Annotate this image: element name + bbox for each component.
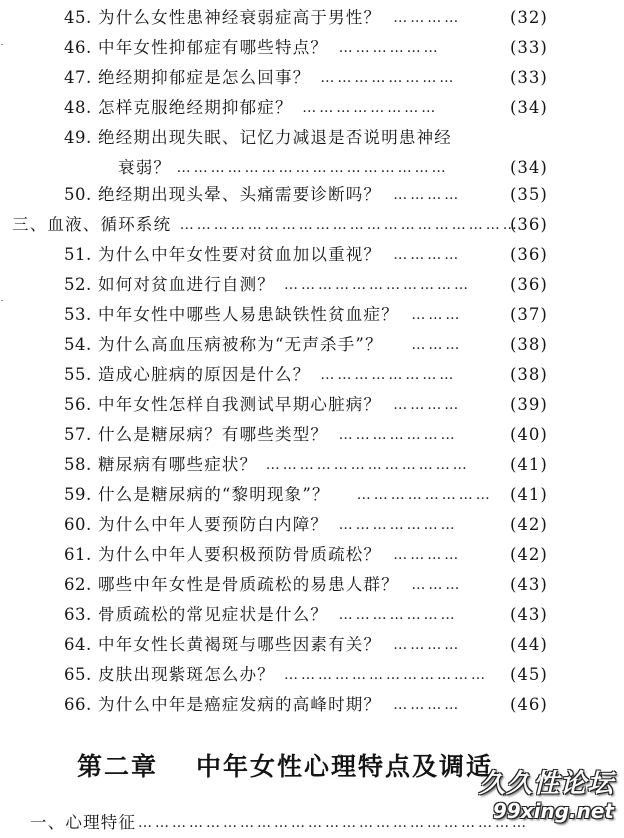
- entry-title: 绝经期出现失眠、记忆力减退是否说明患神经: [98, 128, 452, 147]
- toc-entry: [0, 450, 624, 480]
- leader-dots: ……………………………………………………………: [138, 815, 529, 831]
- entry-number: 62.: [64, 575, 92, 594]
- entry-title: 怎样克服绝经期抑郁症？: [98, 98, 293, 117]
- page-number: (37): [510, 305, 548, 324]
- entry-number: 53.: [64, 305, 92, 324]
- entry-number: 50.: [64, 185, 92, 204]
- entry-number: 65.: [64, 665, 92, 684]
- entry-number: 57.: [64, 425, 92, 444]
- entry-number: 64.: [64, 635, 92, 654]
- page-number: (36): [510, 215, 548, 234]
- entry-number: 66.: [64, 695, 92, 714]
- entry-number: 48.: [64, 98, 92, 117]
- entry-title: 皮肤出现紫斑怎么办？: [98, 665, 275, 684]
- leader-dots: …………………: [338, 607, 458, 623]
- toc-entry: [0, 330, 624, 360]
- page-number: (38): [510, 335, 548, 354]
- page-number: (38): [510, 365, 548, 384]
- leader-dots: ………………………………: [284, 667, 488, 683]
- entry-title: 衰弱？: [118, 158, 172, 177]
- entry-title: 绝经期出现头晕、头痛需要诊断吗？: [98, 185, 382, 204]
- entry-title: 为什么中年人要积极预防骨质疏松？: [98, 545, 382, 564]
- toc-entry: [0, 153, 624, 183]
- leader-dots: ………: [411, 337, 463, 353]
- leader-dots: …………………………………………: [176, 160, 449, 176]
- leader-dots: ………………: [338, 40, 441, 56]
- toc-entry: [0, 63, 624, 93]
- page-number: (36): [510, 275, 548, 294]
- toc-entry: [0, 3, 624, 33]
- leader-dots: …………………: [338, 427, 458, 443]
- entry-title: 为什么女性患神经衰弱症高于男性？: [98, 8, 382, 27]
- toc-entry: [0, 93, 624, 123]
- leader-dots: ………: [411, 307, 463, 323]
- entry-number: 52.: [64, 275, 92, 294]
- page-number: (43): [510, 605, 548, 624]
- entry-number: 61.: [64, 545, 92, 564]
- page-number: (40): [510, 425, 548, 444]
- entry-title: 中年女性长黄褐斑与哪些因素有关？: [98, 635, 382, 654]
- page-number: (44): [510, 635, 548, 654]
- page-number: (46): [510, 695, 548, 714]
- entry-title: 中年女性抑郁症有哪些特点？: [98, 38, 329, 57]
- page-number: (39): [510, 395, 548, 414]
- entry-title: 绝经期抑郁症是怎么回事？: [98, 68, 311, 87]
- entry-number: 58.: [64, 455, 92, 474]
- toc-entry: [0, 390, 624, 420]
- leader-dots: ………………………………: [265, 457, 470, 473]
- leader-dots: …………: [393, 547, 462, 563]
- leader-dots: ……………………: [320, 367, 457, 383]
- entry-number: 51.: [64, 245, 92, 264]
- entry-number: 63.: [64, 605, 92, 624]
- chapter-title: 中年女性心理特点及调适: [196, 752, 494, 781]
- page-number: (32): [510, 8, 548, 27]
- toc-entry: [0, 123, 624, 153]
- leader-dots: …………………: [338, 517, 458, 533]
- toc-entry: [0, 600, 624, 630]
- entry-title: 如何对贫血进行自测？: [98, 275, 275, 294]
- entry-number: 59.: [64, 485, 92, 504]
- toc-entry: [0, 360, 624, 390]
- entry-title: 为什么高血压病被称为“无声杀手”？: [98, 335, 383, 354]
- chapter-label: 第二章: [77, 752, 159, 781]
- page-number: (43): [510, 575, 548, 594]
- toc-entry: [0, 660, 624, 690]
- leader-dots: ……………………: [320, 70, 457, 86]
- toc-entry: [0, 510, 624, 540]
- toc-entry: [0, 300, 624, 330]
- site-watermark-logo: [479, 768, 614, 822]
- toc-entry: [0, 570, 624, 600]
- chapter-heading: [77, 747, 493, 783]
- page-number: (35): [510, 185, 548, 204]
- leader-dots: ……………………………: [284, 277, 471, 293]
- entry-number: 45.: [64, 8, 92, 27]
- leader-dots: …………: [393, 397, 462, 413]
- entry-title: 糖尿病有哪些症状？: [98, 455, 258, 474]
- entry-title: 为什么中年是癌症发病的高峰时期？: [98, 695, 382, 714]
- watermark-en-text: 99xing.net: [492, 799, 614, 823]
- entry-title: 中年女性怎样自我测试早期心脏病？: [98, 395, 382, 414]
- leader-dots: ……………………: [302, 100, 439, 116]
- leader-dots: …………: [393, 697, 462, 713]
- leader-dots: ……………………: [356, 487, 493, 503]
- entry-title: 造成心脏病的原因是什么？: [98, 365, 311, 384]
- leader-dots: ………: [411, 577, 463, 593]
- entry-title: 什么是糖尿病？有哪些类型？: [98, 425, 329, 444]
- entry-title: 为什么中年人要预防白内障？: [98, 515, 329, 534]
- page-number: (42): [510, 515, 548, 534]
- page-number: (41): [510, 455, 548, 474]
- watermark-cn-text: 久久性论坛: [478, 769, 614, 799]
- toc-entry: [0, 270, 624, 300]
- page-number: (36): [510, 245, 548, 264]
- leader-dots: ……………………………………………………: [179, 217, 520, 233]
- toc-entry: [0, 630, 624, 660]
- page-number: (34): [510, 158, 548, 177]
- page-number: (41): [510, 485, 548, 504]
- page-number: (42): [510, 545, 548, 564]
- page-number: (33): [510, 68, 548, 87]
- leader-dots: …………: [393, 10, 462, 26]
- entry-number: 47.: [64, 68, 92, 87]
- entry-title: 哪些中年女性是骨质疏松的易患人群？: [98, 575, 399, 594]
- entry-title: 什么是糖尿病的“黎明现象”？: [98, 485, 330, 504]
- toc-entry: [0, 480, 624, 510]
- entry-number: 55.: [64, 365, 92, 384]
- leader-dots: …………: [393, 247, 462, 263]
- toc-entry: [0, 690, 624, 720]
- entry-title: 中年女性中哪些人易患缺铁性贫血症？: [98, 305, 399, 324]
- toc-entry: [0, 420, 624, 450]
- entry-number: 60.: [64, 515, 92, 534]
- entry-number: 56.: [64, 395, 92, 414]
- entry-title: 骨质疏松的常见症状是什么？: [98, 605, 329, 624]
- entry-number: 46.: [64, 38, 92, 57]
- toc-entry: [0, 540, 624, 570]
- toc-entry: [0, 180, 624, 210]
- entry-title: 为什么中年女性要对贫血加以重视？: [98, 245, 382, 264]
- toc-entry: [0, 240, 624, 270]
- section-title: 一、心理特征: [30, 813, 137, 832]
- leader-dots: …………: [393, 187, 462, 203]
- leader-dots: …………: [393, 637, 462, 653]
- section-title: 三、血液、循环系统: [12, 215, 172, 234]
- page-number: (33): [510, 38, 548, 57]
- toc-entry: [0, 33, 624, 63]
- scan-edge-mark: [1, 300, 3, 301]
- entry-number: 54.: [64, 335, 92, 354]
- entry-number: 49.: [64, 128, 92, 147]
- page-number: (34): [510, 98, 548, 117]
- scan-edge-mark: [1, 44, 3, 45]
- toc-section-entry: [0, 210, 624, 240]
- page-number: (45): [510, 665, 548, 684]
